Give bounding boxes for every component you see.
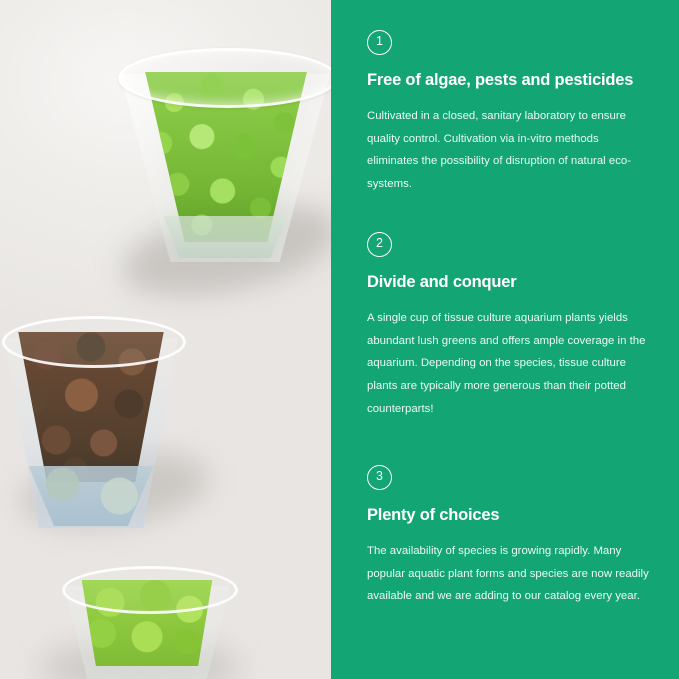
cup-water <box>158 216 292 258</box>
bright-green-plant-cup <box>118 48 331 263</box>
red-brown-plant-cup <box>2 316 180 532</box>
feature-item-3 <box>367 427 649 608</box>
product-photo <box>0 0 331 679</box>
feature-list-panel <box>331 0 679 679</box>
feature-item-1 <box>367 26 649 196</box>
feature-body-2: A single cup of tissue culture aquarium plants yields abundant lush greens and offers ample coverage in the aquarium. Depending on the species, tissue culture plants are typically more generous than their potted counterparts! <box>367 311 646 416</box>
cup-rim <box>2 316 186 368</box>
feature-title-2: Divide and conquer <box>367 273 517 292</box>
feature-body-3: The availability of species is growing rapidly. Many popular aquatic plant forms and species are now readily available and we are adding to our catalog every year. <box>367 544 649 603</box>
cup-rim <box>118 48 331 108</box>
feature-number-badge-1: 1 <box>367 30 392 55</box>
moss-cup <box>62 566 232 679</box>
feature-title-3: Plenty of choices <box>367 505 500 524</box>
feature-title-1: Free of algae, pests and pesticides <box>367 71 634 89</box>
feature-item-2 <box>367 202 649 421</box>
cup-rim <box>62 566 238 614</box>
feature-body-1: Cultivated in a closed, sanitary laboratory to ensure quality control. Cultivation via in-vitro methods eliminates the possibility of disruption of natural eco-systems. <box>367 109 632 191</box>
feature-number-badge-3: 3 <box>367 465 392 490</box>
feature-number-badge-2: 2 <box>367 232 392 257</box>
